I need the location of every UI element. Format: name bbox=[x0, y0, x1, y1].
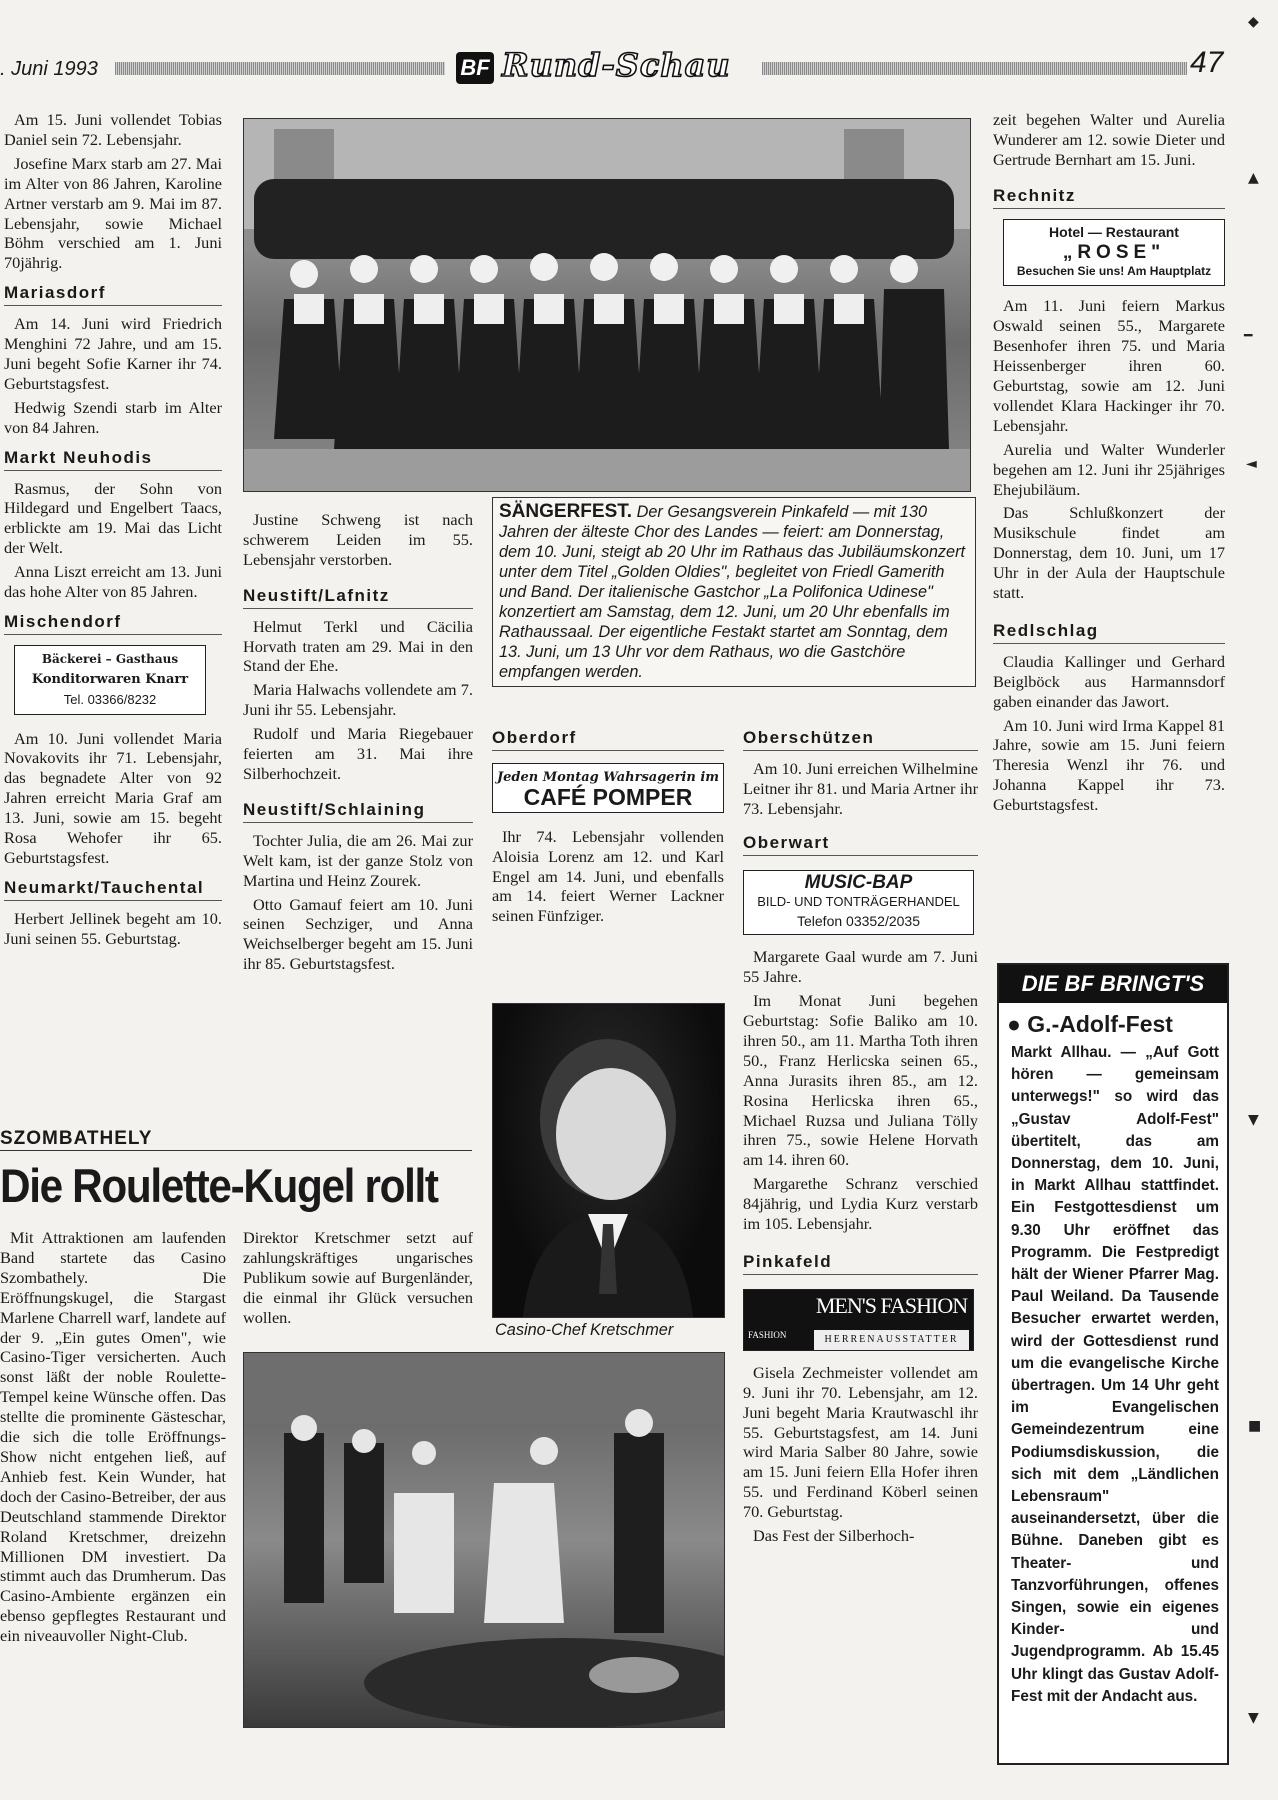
paragraph: Am 10. Juni erreichen Wilhelmine Leitner ihr 81. und Maria Artner ihr 73. Lebensjahr. bbox=[743, 758, 978, 818]
column-5 bbox=[993, 110, 1225, 819]
ad-small-label: FASHION bbox=[748, 1329, 787, 1340]
section-heading: Redlschlag bbox=[993, 621, 1225, 644]
box-title bbox=[999, 1003, 1227, 1042]
ad-cafe-pomper bbox=[492, 763, 724, 813]
paragraph: Am 14. Juni wird Friedrich Menghini 72 Jahre, und am 15. Juni begeht Sofie Karner ihr 74. Geburtstagsfest. bbox=[4, 314, 222, 393]
section-heading: Oberdorf bbox=[492, 728, 724, 751]
paragraph: Rasmus, der Sohn von Hildegard und Engelbert Taacs, erblickte am 19. Mai das Licht der Welt. bbox=[4, 478, 222, 558]
paragraph: Josefine Marx starb am 27. Mai im Alter von 86 Jahren, Karoline Artner verstarb am 9. Mai im 87. Lebensjahr, sowie Michael Böhm verschied am 1. Juni 70jährig. bbox=[4, 153, 222, 273]
paragraph: Gisela Zechmeister vollendet am 9. Juni ihr 70. Lebensjahr, am 12. Juni begeht Maria Krautwaschl ihr 55. Geburtstagsfest, am 14. Juni wird Maria Salber 80 Jahre, sowie am 15. Juni feiern Ella Hofer ihren 55. und Ferdinand Köberl seinen 70. Geburtstag. bbox=[743, 1362, 978, 1522]
ad-phone: Telefon 03352/2035 bbox=[797, 913, 920, 930]
issue-date: . Juni 1993 bbox=[0, 58, 98, 80]
choir-photo bbox=[243, 118, 971, 492]
kicker-text: SZOMBATHELY bbox=[0, 1128, 153, 1149]
paragraph: Aurelia und Walter Wunderler begehen am 12. Juni ihr 25jähriges Ehejubiläum. bbox=[993, 439, 1225, 499]
section-heading: Neustift/Lafnitz bbox=[243, 586, 473, 609]
section-heading: Mischendorf bbox=[4, 612, 222, 635]
paragraph: Claudia Kallinger und Gerhard Beiglböck aus Harmannsdorf gaben einander das Jawort. bbox=[993, 651, 1225, 711]
section-heading: Oberwart bbox=[743, 833, 978, 856]
paragraph: Ihr 74. Lebensjahr vollenden Aloisia Lorenz am 12. und Karl Engel am 14. Juni, und ebenfalls am 14. feiert Werner Lackner seinen Fünfziger. bbox=[492, 826, 724, 926]
ad-title: MUSIC-BAP bbox=[804, 871, 913, 893]
bf-logo: BF bbox=[456, 52, 494, 84]
ad-line: Besuchen Sie uns! Am Hauptplatz bbox=[1016, 264, 1212, 279]
margin-marks bbox=[1240, 0, 1278, 1800]
ad-line: Bäckerei – Gasthaus bbox=[41, 651, 179, 666]
ad-title: MEN'S FASHION bbox=[815, 1292, 968, 1318]
column-1 bbox=[4, 110, 222, 953]
paragraph: Herbert Jellinek begeht am 10. Juni seinen 55. Geburtstag. bbox=[4, 908, 222, 948]
paragraph: Am 10. Juni vollendet Maria Novakovits ihr 71. Lebensjahr, das begnadete Alter von 92 Jahren erreicht Maria Graf am 13. Juni, sowie am 15. begeht Rosa Wehofer ihr 65. Geburtstagsfest. bbox=[4, 728, 222, 867]
paragraph: Maria Halwachs vollendete am 7. Juni ihr 55. Lebensjahr. bbox=[243, 680, 473, 720]
story-headline: Die Roulette-Kugel rollt bbox=[0, 1159, 438, 1212]
margin-mark: ◆ bbox=[1248, 14, 1259, 30]
margin-mark: ▼ bbox=[1248, 1112, 1259, 1128]
paragraph: Anna Liszt erreicht am 13. Juni das hohe Alter von 85 Jahren. bbox=[4, 562, 222, 602]
section-heading: Markt Neuhodis bbox=[4, 448, 222, 471]
section-heading: Rechnitz bbox=[993, 186, 1225, 209]
box-text: Markt Allhau. — „Auf Gott hören — gemeinsam unterwegs!" so wird das „Gustav Adolf-Fest" übertitelt, das am Donnerstag, dem 10. Juni, in Markt Allhau stattfindet. Ein Festgottesdienst um 9.30 Uhr eröffnet das Programm. Die Festpredigt hält der Wiener Pfarrer Mag. Paul Weiland. Da Tausende Besucher erwartet werden, wird der Gottesdienst rund um die evangelische Kirche übertragen. Um 14 Uhr geht im Evangelischen Gemeindezentrum eine Podiumsdiskussion, die sich mit dem „Ländlichen Lebensraum" auseinandersetzt, über die Bühne. Daneben gibt es Theater- und Tanzvorführungen, offenes Singen, sowie ein eigenes Kinder- und Jugendprogramm. Ab 15.45 Uhr klingt das Gustav Adolf-Fest mit der Andacht aus. bbox=[1011, 1044, 1219, 1705]
section-heading: Mariasdorf bbox=[4, 283, 222, 306]
header-rule-right bbox=[762, 62, 1187, 75]
box-title-text: G.-Adolf-Fest bbox=[1027, 1011, 1173, 1037]
masthead bbox=[0, 40, 1278, 100]
story-column-a bbox=[0, 1228, 226, 1650]
margin-mark: ━ bbox=[1244, 328, 1253, 344]
header-rule-left bbox=[115, 62, 445, 75]
ad-line: Jeden Montag Wahrsagerin im bbox=[496, 769, 720, 785]
choir-illustration bbox=[244, 119, 970, 491]
section-heading: Neumarkt/Tauchental bbox=[4, 878, 222, 901]
ad-line: Hotel — Restaurant bbox=[1049, 223, 1179, 240]
portrait-caption: Casino-Chef Kretschmer bbox=[495, 1321, 674, 1339]
paragraph: zeit begehen Walter und Aurelia Wunderer am 12. sowie Dieter und Gertrude Bernhart am 15. Juni. bbox=[993, 110, 1225, 169]
ad-line: Konditorwaren Knarr bbox=[31, 671, 189, 687]
margin-mark: ▲ bbox=[1248, 170, 1259, 186]
portrait-illustration bbox=[493, 1004, 724, 1317]
casino-photo bbox=[243, 1352, 725, 1728]
margin-mark: ▼ bbox=[1248, 1710, 1259, 1726]
portrait-photo bbox=[492, 1003, 725, 1318]
paragraph: Direktor Kretschmer setzt auf zahlungskräftiges ungarisches Publikum sowie auf Burgenländer, die einmal ihr Glück versuchen wollen. bbox=[243, 1228, 473, 1327]
ad-title: CAFÉ POMPER bbox=[523, 783, 693, 810]
ad-phone: Tel. 03366/8232 bbox=[63, 691, 157, 707]
section-heading: Pinkafeld bbox=[743, 1252, 978, 1275]
paragraph: Margarete Gaal wurde am 7. Juni 55 Jahre. bbox=[743, 947, 978, 987]
section-heading: Oberschützen bbox=[743, 728, 978, 751]
bf-bringts-box bbox=[997, 963, 1229, 1765]
column-2 bbox=[243, 510, 473, 978]
story-column-b bbox=[243, 1228, 473, 1332]
ad-hotel-rose bbox=[1003, 219, 1225, 287]
margin-mark: ◄ bbox=[1246, 456, 1257, 472]
paragraph: Hedwig Szendi starb im Alter von 84 Jahren. bbox=[4, 397, 222, 437]
box-header: DIE BF BRINGT'S bbox=[999, 965, 1227, 1003]
ad-subtitle: HERRENAUSSTATTER bbox=[814, 1330, 969, 1350]
paragraph: Im Monat Juni begehen Geburtstag: Sofie Baliko am 10. ihren 50., am 11. Martha Toth ihren 50., Franz Herlicska seinen 65., Anna Jurasits ihren 85., am 12. Rosina Herlicska ihren 65., Michael Ruzsa und Juliana Tölly ihren 75., sowie Helene Horvath am 14. ihren 60. bbox=[743, 991, 978, 1170]
paragraph: Am 11. Juni feiern Markus Oswald seinen 55., Margarete Besenhofer ihren 75. und Maria Heissenberger ihren 60. Geburtstag, sowie am 12. Juni vollendet Klara Hackinger ihr 70. Lebensjahr. bbox=[993, 296, 1225, 435]
page-number: 47 bbox=[1190, 46, 1224, 79]
margin-mark: ■ bbox=[1248, 1418, 1262, 1434]
caption-text: Der Gesangsverein Pinkafeld — mit 130 Jahren der älteste Chor des Landes — feiert: am Donnerstag, dem 10. Juni, steigt ab 20 Uhr im Rathaus das Jubiläumskonzert unter dem Titel „Golden Oldies", begleitet von Friedl Gamerith und Band. Der italienische Gastchor „La Polifonica Udinese" konzertiert am Samstag, dem 12. Juni, um 20 Uhr ebenfalls im Rathaussaal. Der eigentliche Festakt startet am Sonntag, dem 13. Juni, um 13 Uhr vor dem Rathaus, wo die Gastchöre empfangen werden. bbox=[499, 503, 966, 681]
paragraph: Das Schlußkonzert der Musikschule findet am Donnerstag, dem 10. Juni, um 17 Uhr in der Aula der Hauptschule statt. bbox=[993, 503, 1225, 603]
ad-title: „ROSE" bbox=[1062, 241, 1166, 263]
paragraph: Am 15. Juni vollendet Tobias Daniel sein 72. Lebensjahr. bbox=[4, 110, 222, 149]
paragraph: Helmut Terkl und Cäcilia Horvath traten am 29. Mai in den Stand der Ehe. bbox=[243, 616, 473, 676]
section-heading: Neustift/Schlaining bbox=[243, 800, 473, 823]
paragraph: Tochter Julia, die am 26. Mai zur Welt kam, ist der ganze Stolz von Martina und Heinz Zourek. bbox=[243, 830, 473, 890]
paragraph: Das Fest der Silberhoch- bbox=[753, 1526, 915, 1546]
paragraph: Margarethe Schranz verschied 84jährig, und Lydia Kurz verstarb im 105. Lebensjahr. bbox=[743, 1174, 978, 1234]
paragraph: Am 10. Juni wird Irma Kappel 81 Jahre, sowie am 15. Juni feiern Theresia Wenzl ihr 76. und Johanna Kappel ihr 73. Geburtstagsfest. bbox=[993, 715, 1225, 815]
casino-illustration bbox=[244, 1353, 724, 1727]
paragraph: Otto Gamauf feiert am 10. Juni seinen Sechziger, und Anna Weichselberger begeht am 15. Juni ihr 85. Geburtstagsfest. bbox=[243, 894, 473, 974]
ad-mens-fashion bbox=[743, 1289, 974, 1351]
caption-lead: SÄNGERFEST. bbox=[499, 501, 633, 522]
bullet-icon: ● bbox=[1007, 1011, 1021, 1037]
column-4 bbox=[743, 718, 978, 1550]
story-kicker bbox=[0, 1128, 472, 1151]
choir-caption bbox=[492, 497, 976, 687]
section-logo-title: Rund-Schau bbox=[502, 46, 731, 84]
ad-music-bap bbox=[743, 870, 974, 936]
paragraph: Mit Attraktionen am laufenden Band startete das Casino Szombathely. Die Eröffnungskugel, die Stargast Marlene Charrell warf, landete auf der 9. „Ein gutes Omen", wie Casino-Tiger versicherten. Auch sonst läßt der noble Roulette-Tempel keine Wünsche offen. Das stellte die prominente Gästeschar, die sich die tolle Eröffnungs-Show nicht entgehen ließ, auf Anhieb fest. Kein Wunder, hat doch der Casino-Betreiber, der aus Deutschland stammende Direktor Roland Kretschmer, dreizehn Millionen DM investiert. Da stimmt auch das Drumherum. Das Casino-Ambiente ergänzen ein ebenso gepflegtes Restaurant und ein niveauvoller Night-Club. bbox=[0, 1228, 226, 1646]
paragraph: Rudolf und Maria Riegebauer feierten am 31. Mai ihre Silberhochzeit. bbox=[243, 724, 473, 783]
ad-line: BILD- UND TONTRÄGERHANDEL bbox=[757, 894, 960, 910]
ad-knarr bbox=[14, 645, 206, 715]
column-3 bbox=[492, 718, 724, 930]
paragraph: Justine Schweng ist nach schwerem Leiden im 55. Lebensjahr verstorben. bbox=[243, 510, 473, 569]
